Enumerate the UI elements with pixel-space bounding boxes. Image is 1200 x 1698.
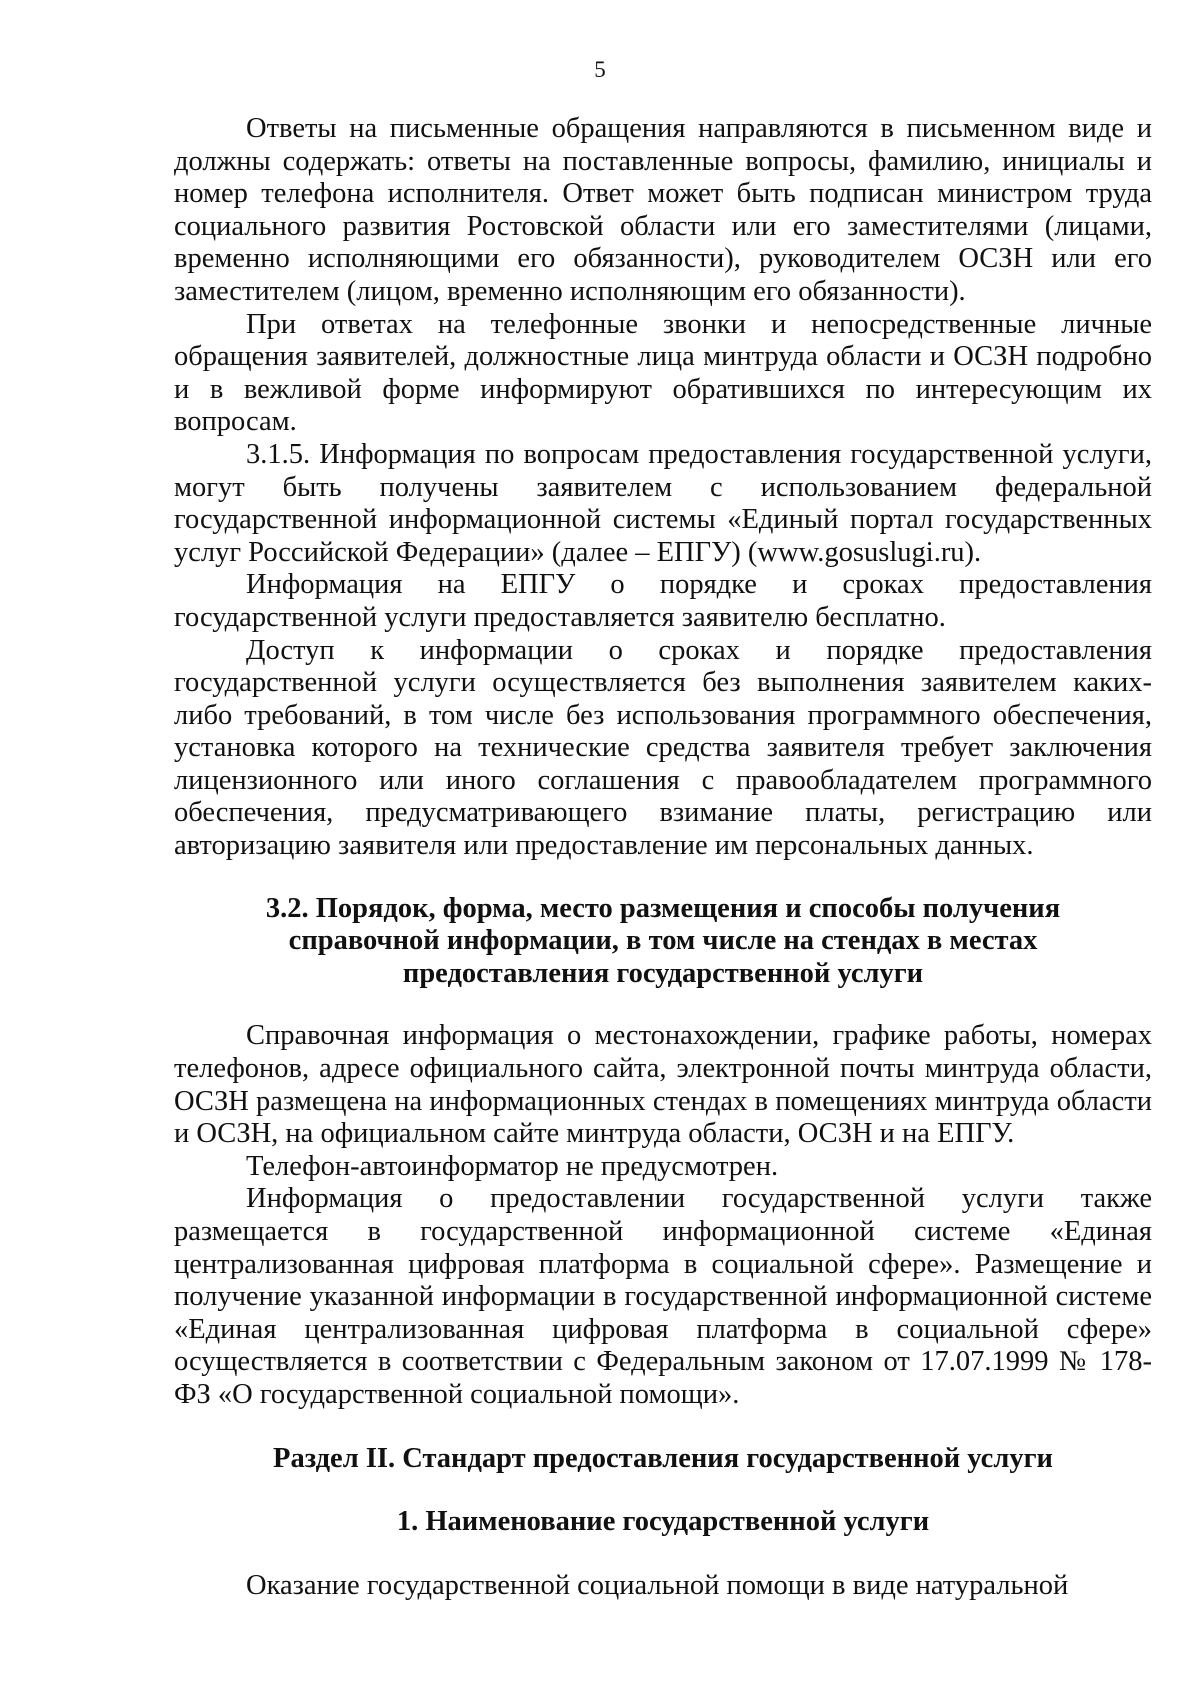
- paragraph-3-1-5: 3.1.5. Информация по вопросам предоставления государственной услуги, могут быть получены заявителем с использованием федеральной государственной информационной системы «Единый портал государственных услуг Российской Федерации» (далее – ЕПГУ) (www.gosuslugi.ru).: [174, 438, 1152, 568]
- paragraph-autoinformer: Телефон-автоинформатор не предусмотрен.: [246, 1150, 779, 1182]
- document-body: [174, 113, 1152, 1602]
- paragraph-egisso: Информация о предоставлении государственной услуги также размещается в государственной информационной системе «Единая централизованная цифровая платформа в социальной сфере». Размещение и получение указанной информации в государственной информационной системе «Единая централизованная цифровая платформа в социальной сфере» осуществляется в соответствии с Федеральным законом от 17.07.1999 № 178-ФЗ «О государственной социальной помощи».: [174, 1183, 1152, 1410]
- heading-section-2: Раздел II. Стандарт предоставления государственной услуги: [273, 1442, 1053, 1474]
- heading-3-2: 3.2. Порядок, форма, место размещения и способы получения справочной информации, в том числе на стендах в местах предоставления государственной услуги: [265, 892, 1061, 989]
- paragraph-reference-info: Справочная информация о местонахождении, графике работы, номерах телефонов, адресе официального сайта, электронной почты минтруда области, ОСЗН размещена на информационных стендах в помещениях минтруда области и ОСЗН, на официальном сайте минтруда области, ОСЗН и на ЕПГУ.: [174, 1020, 1152, 1150]
- paragraph-epgu-free: Информация на ЕПГУ о порядке и сроках предоставления государственной услуги предоставляется заявителю бесплатно.: [174, 569, 1152, 633]
- page-number: 5: [594, 57, 606, 82]
- paragraph-access-info: Доступ к информации о сроках и порядке предоставления государственной услуги осуществляется без выполнения заявителем каких-либо требований, в том числе без использования программного обеспечения, установка которого на технические средства заявителя требует заключения лицензионного или иного соглашения с правообладателем программного обеспечения, предусматривающего взимание платы, регистрацию или авторизацию заявителя или предоставление им персональных данных.: [174, 634, 1152, 862]
- paragraph-phone-replies: При ответах на телефонные звонки и непосредственные личные обращения заявителей, должностные лица минтруда области и ОСЗН подробно и в вежливой форме информируют обратившихся по интересующим их вопросам.: [174, 308, 1152, 438]
- paragraph-service-name: Оказание государственной социальной помощи в виде натуральной: [246, 1569, 1069, 1601]
- heading-1-service-name: 1. Наименование государственной услуги: [396, 1506, 930, 1538]
- paragraph-written-replies: Ответы на письменные обращения направляются в письменном виде и должны содержать: ответы на поставленные вопросы, фамилию, инициалы и номер телефона исполнителя. Ответ может быть подписан министром труда социального развития Ростовской области или его заместителями (лицами, временно исполняющими его обязанности), руководителем ОСЗН или его заместителем (лицом, временно исполняющим его обязанности).: [174, 113, 1152, 307]
